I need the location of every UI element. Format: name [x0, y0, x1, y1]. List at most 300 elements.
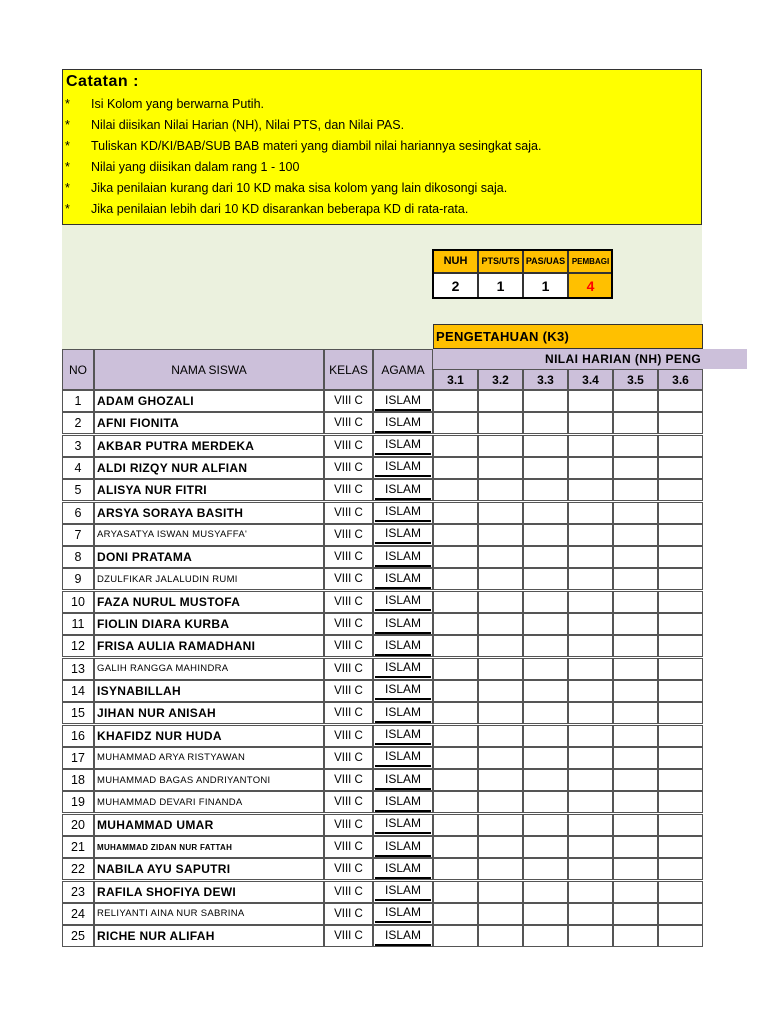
score-cell[interactable]	[433, 435, 478, 457]
score-cell[interactable]	[613, 791, 658, 813]
student-religion[interactable]	[373, 814, 433, 836]
pas-uas-header: PAS/UAS	[523, 249, 568, 273]
student-religion-value: ISLAM	[375, 592, 431, 611]
score-cell[interactable]	[613, 390, 658, 412]
note-line-3: * Tuliskan KD/KI/BAB/SUB BAB materi yang diambil nilai hariannya sesingkat saja.	[65, 139, 542, 153]
row-number: 2	[62, 412, 94, 434]
score-cell[interactable]	[613, 546, 658, 568]
kd-header-3-2: 3.2	[478, 369, 523, 390]
student-class[interactable]: VIII C	[324, 457, 373, 479]
score-cell[interactable]	[658, 858, 703, 880]
score-cell[interactable]	[523, 791, 568, 813]
col-header-kelas: KELAS	[324, 349, 373, 390]
score-cell[interactable]	[523, 591, 568, 613]
score-cell[interactable]	[568, 591, 613, 613]
student-class[interactable]: VIII C	[324, 502, 373, 524]
score-cell[interactable]	[478, 769, 523, 791]
table-row	[62, 502, 703, 524]
student-name[interactable]: ALDI RIZQY NUR ALFIAN	[94, 457, 324, 479]
table-row	[62, 836, 703, 858]
student-class[interactable]: VIII C	[324, 658, 373, 680]
score-cell[interactable]	[568, 814, 613, 836]
row-number: 18	[62, 769, 94, 791]
student-name[interactable]: NABILA AYU SAPUTRI	[94, 858, 324, 880]
note-line-2: * Nilai diisikan Nilai Harian (NH), Nilai PTS, dan Nilai PAS.	[65, 118, 405, 132]
score-cell[interactable]	[658, 836, 703, 858]
score-cell[interactable]	[478, 836, 523, 858]
score-cell[interactable]	[478, 881, 523, 903]
score-cell[interactable]	[568, 925, 613, 947]
score-cell[interactable]	[478, 524, 523, 546]
table-row	[62, 791, 703, 813]
score-cell[interactable]	[433, 858, 478, 880]
student-religion[interactable]	[373, 635, 433, 657]
table-row	[62, 479, 703, 501]
table-row	[62, 658, 703, 680]
score-cell[interactable]	[613, 814, 658, 836]
student-religion[interactable]	[373, 591, 433, 613]
score-cell[interactable]	[523, 747, 568, 769]
student-class[interactable]: VIII C	[324, 881, 373, 903]
student-religion[interactable]	[373, 658, 433, 680]
score-cell[interactable]	[613, 412, 658, 434]
row-number: 23	[62, 881, 94, 903]
score-cell[interactable]	[478, 435, 523, 457]
score-cell[interactable]	[613, 702, 658, 724]
score-cell[interactable]	[568, 457, 613, 479]
score-cell[interactable]	[658, 791, 703, 813]
score-cell[interactable]	[568, 435, 613, 457]
student-religion[interactable]	[373, 769, 433, 791]
score-cell[interactable]	[613, 613, 658, 635]
score-cell[interactable]	[613, 925, 658, 947]
score-cell[interactable]	[523, 903, 568, 925]
score-cell[interactable]	[568, 725, 613, 747]
student-class[interactable]: VIII C	[324, 702, 373, 724]
score-cell[interactable]	[568, 546, 613, 568]
score-cell[interactable]	[478, 725, 523, 747]
score-cell[interactable]	[568, 791, 613, 813]
score-cell[interactable]	[433, 390, 478, 412]
table-row	[62, 769, 703, 791]
score-cell[interactable]	[613, 881, 658, 903]
table-row	[62, 925, 703, 947]
score-cell[interactable]	[433, 702, 478, 724]
score-cell[interactable]	[568, 479, 613, 501]
score-cell[interactable]	[523, 925, 568, 947]
table-row	[62, 412, 703, 434]
pts-uts-value[interactable]: 1	[478, 273, 523, 299]
student-class[interactable]: VIII C	[324, 568, 373, 590]
score-cell[interactable]	[433, 881, 478, 903]
student-name[interactable]: RELIYANTI AINA NUR SABRINA	[94, 903, 324, 925]
student-religion-value: ISLAM	[375, 838, 431, 857]
score-cell[interactable]	[433, 546, 478, 568]
score-cell[interactable]	[478, 680, 523, 702]
score-cell[interactable]	[568, 858, 613, 880]
score-cell[interactable]	[478, 925, 523, 947]
row-number: 20	[62, 814, 94, 836]
score-cell[interactable]	[433, 613, 478, 635]
score-cell[interactable]	[613, 658, 658, 680]
score-cell[interactable]	[433, 814, 478, 836]
score-cell[interactable]	[568, 769, 613, 791]
student-religion-value: ISLAM	[375, 525, 431, 544]
score-cell[interactable]	[658, 903, 703, 925]
student-class[interactable]: VIII C	[324, 412, 373, 434]
score-cell[interactable]	[658, 747, 703, 769]
score-cell[interactable]	[658, 546, 703, 568]
score-cell[interactable]	[523, 814, 568, 836]
row-number: 13	[62, 658, 94, 680]
score-cell[interactable]	[433, 769, 478, 791]
student-name[interactable]: AKBAR PUTRA MERDEKA	[94, 435, 324, 457]
student-name[interactable]: FAZA NURUL MUSTOFA	[94, 591, 324, 613]
student-religion[interactable]	[373, 479, 433, 501]
score-cell[interactable]	[478, 903, 523, 925]
score-cell[interactable]	[613, 568, 658, 590]
student-religion-value: ISLAM	[375, 659, 431, 678]
student-class[interactable]: VIII C	[324, 479, 373, 501]
student-religion-value: ISLAM	[375, 414, 431, 433]
score-cell[interactable]	[478, 479, 523, 501]
score-cell[interactable]	[658, 524, 703, 546]
score-cell[interactable]	[433, 791, 478, 813]
student-class[interactable]: VIII C	[324, 769, 373, 791]
score-cell[interactable]	[478, 390, 523, 412]
score-cell[interactable]	[568, 702, 613, 724]
student-religion[interactable]	[373, 747, 433, 769]
score-cell[interactable]	[523, 546, 568, 568]
student-religion-value: ISLAM	[375, 570, 431, 589]
student-class[interactable]: VIII C	[324, 635, 373, 657]
student-class[interactable]: VIII C	[324, 747, 373, 769]
student-religion[interactable]	[373, 613, 433, 635]
score-cell[interactable]	[433, 479, 478, 501]
score-cell[interactable]	[478, 791, 523, 813]
score-cell[interactable]	[658, 591, 703, 613]
score-cell[interactable]	[478, 635, 523, 657]
score-cell[interactable]	[658, 435, 703, 457]
score-cell[interactable]	[478, 546, 523, 568]
score-cell[interactable]	[613, 591, 658, 613]
student-name[interactable]: DONI PRATAMA	[94, 546, 324, 568]
row-number: 25	[62, 925, 94, 947]
score-cell[interactable]	[478, 613, 523, 635]
student-religion[interactable]	[373, 457, 433, 479]
student-name[interactable]: DZULFIKAR JALALUDIN RUMI	[94, 568, 324, 590]
student-religion-value: ISLAM	[375, 726, 431, 745]
score-cell[interactable]	[523, 881, 568, 903]
score-cell[interactable]	[613, 858, 658, 880]
score-cell[interactable]	[658, 479, 703, 501]
score-cell[interactable]	[658, 702, 703, 724]
score-cell[interactable]	[433, 925, 478, 947]
student-class[interactable]: VIII C	[324, 814, 373, 836]
student-class[interactable]: VIII C	[324, 591, 373, 613]
student-religion[interactable]	[373, 568, 433, 590]
score-cell[interactable]	[658, 568, 703, 590]
row-number: 4	[62, 457, 94, 479]
student-religion[interactable]	[373, 546, 433, 568]
table-row	[62, 457, 703, 479]
student-class[interactable]: VIII C	[324, 791, 373, 813]
student-name[interactable]: ARSYA SORAYA BASITH	[94, 502, 324, 524]
score-cell[interactable]	[478, 412, 523, 434]
score-cell[interactable]	[478, 747, 523, 769]
score-cell[interactable]	[478, 568, 523, 590]
col-header-name: NAMA SISWA	[94, 349, 324, 390]
score-cell[interactable]	[433, 635, 478, 657]
score-cell[interactable]	[433, 502, 478, 524]
score-cell[interactable]	[613, 725, 658, 747]
score-cell[interactable]	[613, 680, 658, 702]
student-name[interactable]: MUHAMMAD DEVARI FINANDA	[94, 791, 324, 813]
student-name[interactable]: MUHAMMAD ARYA RISTYAWAN	[94, 747, 324, 769]
score-cell[interactable]	[568, 524, 613, 546]
score-cell[interactable]	[658, 613, 703, 635]
summary-outline	[432, 249, 613, 299]
score-cell[interactable]	[433, 680, 478, 702]
student-class[interactable]: VIII C	[324, 858, 373, 880]
table-row	[62, 881, 703, 903]
table-row	[62, 635, 703, 657]
score-cell[interactable]	[523, 568, 568, 590]
table-row	[62, 390, 703, 412]
score-cell[interactable]	[658, 457, 703, 479]
score-cell[interactable]	[613, 747, 658, 769]
score-cell[interactable]	[613, 769, 658, 791]
score-cell[interactable]	[658, 725, 703, 747]
score-cell[interactable]	[433, 725, 478, 747]
score-cell[interactable]	[568, 680, 613, 702]
student-class[interactable]: VIII C	[324, 925, 373, 947]
student-name[interactable]: KHAFIDZ NUR HUDA	[94, 725, 324, 747]
score-cell[interactable]	[523, 702, 568, 724]
score-cell[interactable]	[523, 769, 568, 791]
score-cell[interactable]	[523, 502, 568, 524]
student-religion-value: ISLAM	[375, 704, 431, 723]
student-religion[interactable]	[373, 881, 433, 903]
score-cell[interactable]	[433, 591, 478, 613]
student-name[interactable]: ARYASATYA ISWAN MUSYAFFA'	[94, 524, 324, 546]
student-name[interactable]: JIHAN NUR ANISAH	[94, 702, 324, 724]
score-cell[interactable]	[658, 658, 703, 680]
score-cell[interactable]	[568, 568, 613, 590]
score-cell[interactable]	[568, 613, 613, 635]
score-cell[interactable]	[523, 858, 568, 880]
student-name[interactable]: FIOLIN DIARA KURBA	[94, 613, 324, 635]
score-cell[interactable]	[613, 836, 658, 858]
score-cell[interactable]	[433, 658, 478, 680]
student-religion[interactable]	[373, 925, 433, 947]
row-number: 7	[62, 524, 94, 546]
score-cell[interactable]	[478, 858, 523, 880]
student-religion[interactable]	[373, 502, 433, 524]
section-subtitle: NILAI HARIAN (NH) PENG	[433, 349, 747, 369]
kd-header-3-1: 3.1	[433, 369, 478, 390]
row-number: 11	[62, 613, 94, 635]
score-cell[interactable]	[523, 680, 568, 702]
note-line-1: * Isi Kolom yang berwarna Putih.	[65, 97, 265, 111]
student-religion[interactable]	[373, 390, 433, 412]
col-header-no: NO	[62, 349, 94, 390]
student-religion[interactable]	[373, 903, 433, 925]
student-name[interactable]: RICHE NUR ALIFAH	[94, 925, 324, 947]
student-class[interactable]: VIII C	[324, 613, 373, 635]
score-cell[interactable]	[478, 702, 523, 724]
student-religion[interactable]	[373, 680, 433, 702]
score-cell[interactable]	[523, 412, 568, 434]
score-cell[interactable]	[433, 524, 478, 546]
row-number: 8	[62, 546, 94, 568]
score-cell[interactable]	[568, 903, 613, 925]
score-cell[interactable]	[478, 457, 523, 479]
student-name[interactable]: MUHAMMAD BAGAS ANDRIYANTONI	[94, 769, 324, 791]
student-class[interactable]: VIII C	[324, 903, 373, 925]
score-cell[interactable]	[613, 435, 658, 457]
student-religion-value: ISLAM	[375, 882, 431, 901]
score-cell[interactable]	[658, 814, 703, 836]
score-cell[interactable]	[568, 881, 613, 903]
student-class[interactable]: VIII C	[324, 546, 373, 568]
student-religion[interactable]	[373, 524, 433, 546]
student-religion-value: ISLAM	[375, 637, 431, 656]
nuh-value[interactable]: 2	[433, 273, 478, 299]
student-class[interactable]: VIII C	[324, 725, 373, 747]
student-religion[interactable]	[373, 412, 433, 434]
table-row	[62, 814, 703, 836]
row-number: 19	[62, 791, 94, 813]
student-name[interactable]: GALIH RANGGA MAHINDRA	[94, 658, 324, 680]
score-cell[interactable]	[523, 457, 568, 479]
table-row	[62, 702, 703, 724]
student-name[interactable]: AFNI FIONITA	[94, 412, 324, 434]
pembagi-value: 4	[568, 273, 613, 299]
score-cell[interactable]	[478, 591, 523, 613]
score-cell[interactable]	[658, 881, 703, 903]
table-row	[62, 591, 703, 613]
score-cell[interactable]	[523, 613, 568, 635]
row-number: 17	[62, 747, 94, 769]
score-cell[interactable]	[523, 435, 568, 457]
student-class[interactable]: VIII C	[324, 836, 373, 858]
score-cell[interactable]	[613, 524, 658, 546]
student-class[interactable]: VIII C	[324, 390, 373, 412]
student-religion-value: ISLAM	[375, 481, 431, 500]
row-number: 14	[62, 680, 94, 702]
student-name[interactable]: MUHAMMAD ZIDAN NUR FATTAH	[94, 836, 324, 858]
pas-uas-value[interactable]: 1	[523, 273, 568, 299]
kd-header-3-4: 3.4	[568, 369, 613, 390]
score-cell[interactable]	[478, 502, 523, 524]
student-religion-value: ISLAM	[375, 748, 431, 767]
score-cell[interactable]	[658, 635, 703, 657]
student-religion[interactable]	[373, 435, 433, 457]
score-cell[interactable]	[433, 412, 478, 434]
score-cell[interactable]	[568, 502, 613, 524]
pts-uts-header: PTS/UTS	[478, 249, 523, 273]
score-cell[interactable]	[523, 524, 568, 546]
student-name[interactable]: FRISA AULIA RAMADHANI	[94, 635, 324, 657]
score-cell[interactable]	[613, 502, 658, 524]
row-number: 22	[62, 858, 94, 880]
score-cell[interactable]	[568, 658, 613, 680]
note-line-4: * Nilai yang diisikan dalam rang 1 - 100	[65, 160, 300, 174]
row-number: 15	[62, 702, 94, 724]
score-cell[interactable]	[613, 457, 658, 479]
score-cell[interactable]	[433, 568, 478, 590]
student-religion-value: ISLAM	[375, 860, 431, 879]
score-cell[interactable]	[658, 412, 703, 434]
score-cell[interactable]	[433, 747, 478, 769]
kd-header-3-3: 3.3	[523, 369, 568, 390]
student-class[interactable]: VIII C	[324, 680, 373, 702]
student-name[interactable]: ALISYA NUR FITRI	[94, 479, 324, 501]
kd-header-3-5: 3.5	[613, 369, 658, 390]
score-cell[interactable]	[433, 457, 478, 479]
row-number: 3	[62, 435, 94, 457]
student-class[interactable]: VIII C	[324, 435, 373, 457]
row-number: 6	[62, 502, 94, 524]
student-name[interactable]: ADAM GHOZALI	[94, 390, 324, 412]
student-religion[interactable]	[373, 858, 433, 880]
score-cell[interactable]	[658, 390, 703, 412]
student-religion-value: ISLAM	[375, 793, 431, 812]
student-class[interactable]: VIII C	[324, 524, 373, 546]
student-religion-value: ISLAM	[375, 815, 431, 834]
score-cell[interactable]	[613, 479, 658, 501]
score-cell[interactable]	[658, 769, 703, 791]
student-religion-value: ISLAM	[375, 458, 431, 477]
score-cell[interactable]	[523, 725, 568, 747]
row-number: 10	[62, 591, 94, 613]
score-cell[interactable]	[478, 658, 523, 680]
score-cell[interactable]	[658, 680, 703, 702]
student-name[interactable]: ISYNABILLAH	[94, 680, 324, 702]
pembagi-header: PEMBAGI	[568, 249, 613, 273]
score-cell[interactable]	[523, 658, 568, 680]
table-row	[62, 858, 703, 880]
score-cell[interactable]	[613, 903, 658, 925]
student-religion[interactable]	[373, 836, 433, 858]
score-cell[interactable]	[568, 747, 613, 769]
row-number: 12	[62, 635, 94, 657]
score-cell[interactable]	[523, 836, 568, 858]
score-cell[interactable]	[658, 925, 703, 947]
score-cell[interactable]	[568, 836, 613, 858]
student-religion[interactable]	[373, 791, 433, 813]
score-cell[interactable]	[478, 814, 523, 836]
student-name[interactable]: RAFILA SHOFIYA DEWI	[94, 881, 324, 903]
score-cell[interactable]	[523, 479, 568, 501]
score-cell[interactable]	[433, 903, 478, 925]
score-cell[interactable]	[568, 635, 613, 657]
score-cell[interactable]	[523, 390, 568, 412]
score-cell[interactable]	[658, 502, 703, 524]
score-cell[interactable]	[568, 412, 613, 434]
score-cell[interactable]	[613, 635, 658, 657]
score-cell[interactable]	[568, 390, 613, 412]
student-religion[interactable]	[373, 702, 433, 724]
col-header-agama: AGAMA	[373, 349, 433, 390]
nuh-header: NUH	[433, 249, 478, 273]
student-religion[interactable]	[373, 725, 433, 747]
score-cell[interactable]	[523, 635, 568, 657]
student-name[interactable]: MUHAMMAD UMAR	[94, 814, 324, 836]
score-cell[interactable]	[433, 836, 478, 858]
note-line-5: * Jika penilaian kurang dari 10 KD maka sisa kolom yang lain dikosongi saja.	[65, 181, 508, 195]
